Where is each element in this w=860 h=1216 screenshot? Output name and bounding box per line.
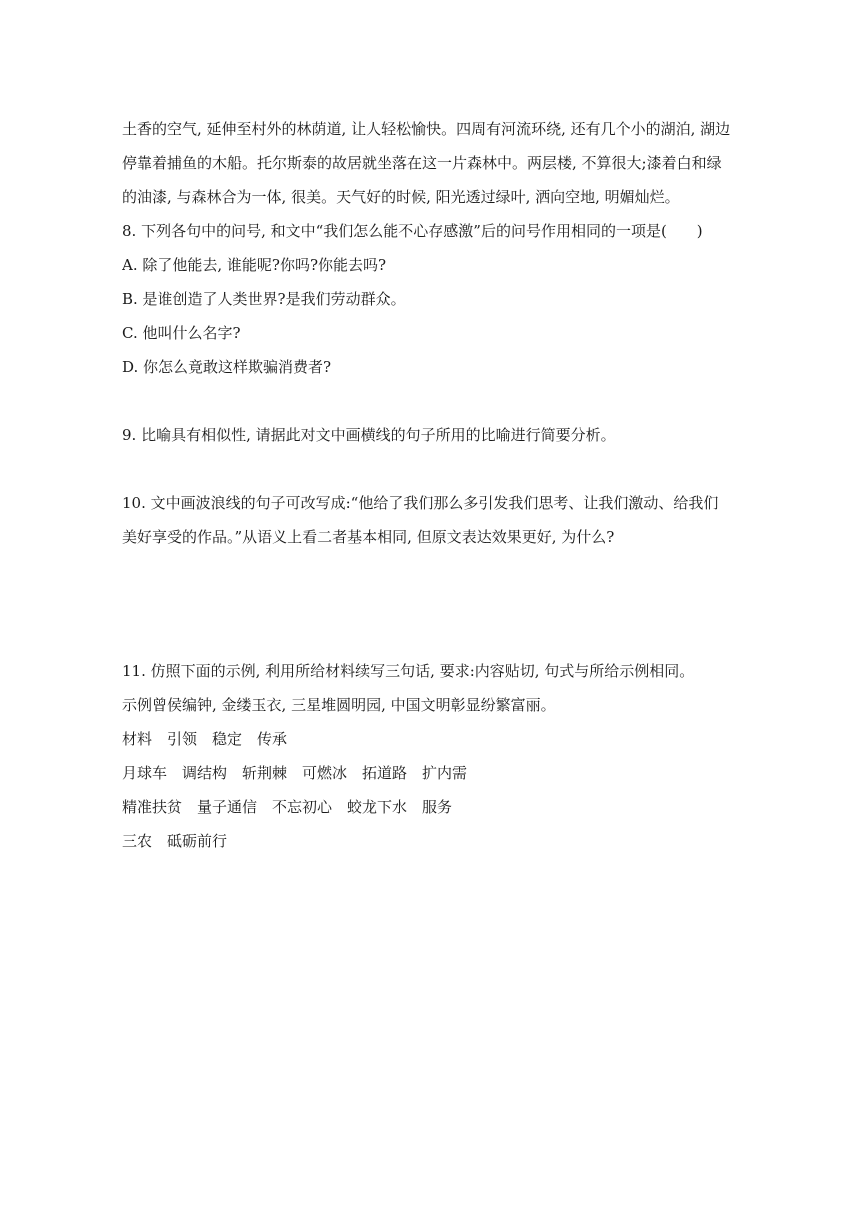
question-8-option-a: A. 除了他能去, 谁能呢?你吗?你能去吗? bbox=[122, 256, 387, 274]
question-8 bbox=[122, 214, 742, 384]
passage bbox=[122, 112, 742, 214]
question-11-material-line: 材料 引领 稳定 传承 bbox=[122, 730, 288, 748]
question-8-stem: 8. 下列各句中的问号, 和文中“我们怎么能不心存感激”后的问号作用相同的一项是( ) bbox=[122, 222, 703, 240]
question-9-stem: 9. 比喻具有相似性, 请据此对文中画横线的句子所用的比喻进行简要分析。 bbox=[122, 426, 616, 444]
question-11-material-line: 精准扶贫 量子通信 不忘初心 蛟龙下水 服务 bbox=[122, 798, 453, 816]
question-11-material-line: 月球车 调结构 斩荆棘 可燃冰 拓道路 扩内需 bbox=[122, 764, 468, 782]
question-11-stem: 11. 仿照下面的示例, 利用所给材料续写三句话, 要求:内容贴切, 句式与所给示例相同。 bbox=[122, 662, 695, 680]
passage-line: 土香的空气, 延伸至村外的林荫道, 让人轻松愉快。四周有河流环绕, 还有几个小的湖泊, 湖边 bbox=[122, 120, 731, 138]
passage-line: 停靠着捕鱼的木船。托尔斯泰的故居就坐落在这一片森林中。两层楼, 不算很大;漆着白和绿 bbox=[122, 154, 722, 172]
document-page bbox=[122, 112, 742, 858]
passage-line: 的油漆, 与森林合为一体, 很美。天气好的时候, 阳光透过绿叶, 洒向空地, 明媚灿烂。 bbox=[122, 188, 680, 206]
question-11-example: 示例曾侯编钟, 金缕玉衣, 三星堆圆明园, 中国文明彰显纷繁富丽。 bbox=[122, 696, 556, 714]
question-11-material-line: 三农 砥砺前行 bbox=[122, 832, 228, 850]
question-8-option-c: C. 他叫什么名字? bbox=[122, 324, 241, 342]
question-8-option-b: B. 是谁创造了人类世界?是我们劳动群众。 bbox=[122, 290, 406, 308]
question-11 bbox=[122, 654, 742, 858]
question-10-line: 美好享受的作品。”从语义上看二者基本相同, 但原文表达效果更好, 为什么? bbox=[122, 528, 615, 546]
question-8-option-d: D. 你怎么竟敢这样欺骗消费者? bbox=[122, 358, 332, 376]
question-9 bbox=[122, 418, 742, 452]
question-10 bbox=[122, 486, 742, 554]
question-10-line: 10. 文中画波浪线的句子可改写成:“他给了我们那么多引发我们思考、让我们激动、给我们 bbox=[122, 494, 719, 512]
